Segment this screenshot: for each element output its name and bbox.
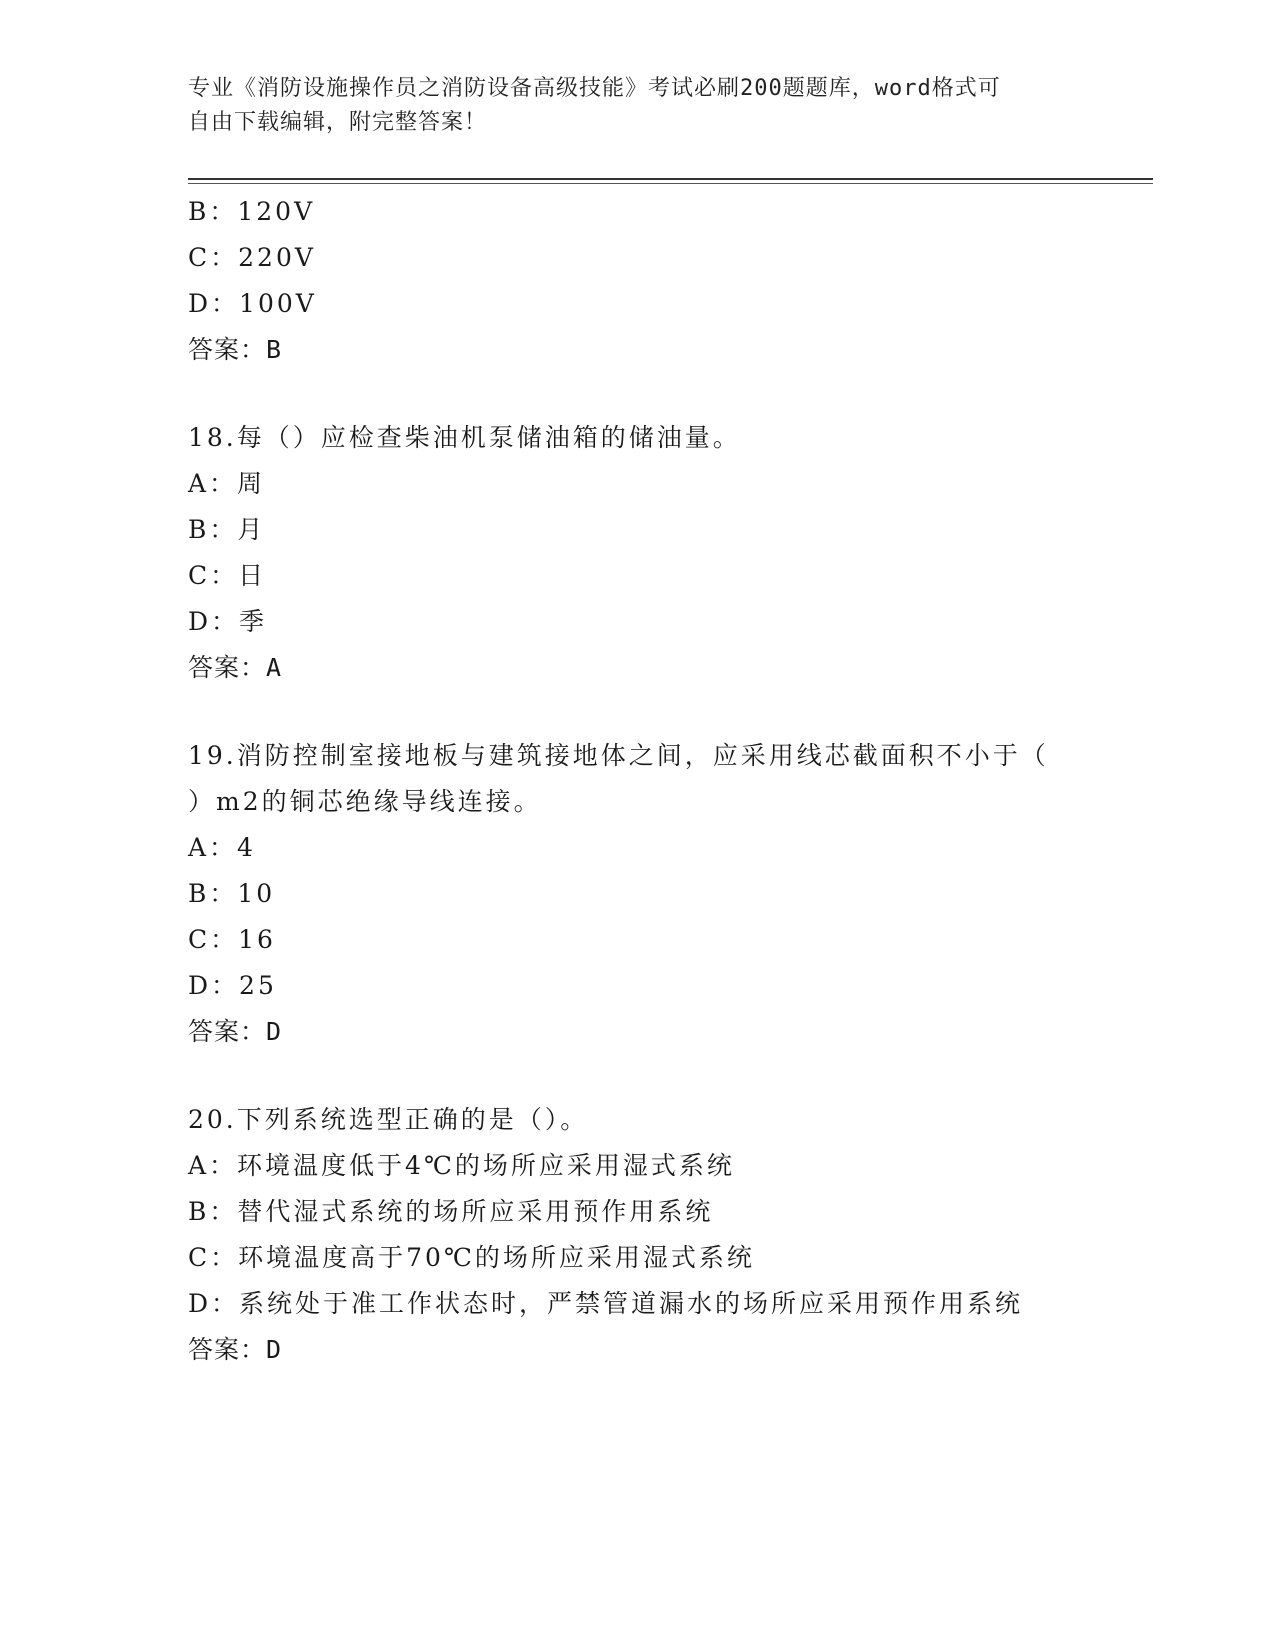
option-c: C：220V [188,243,316,272]
question-stem: 19.消防控制室接地板与建筑接地体之间，应采用线芯截面积不小于（ [188,741,1049,770]
header-divider-thin [188,183,1153,184]
answer-line: 答案：D [188,1335,283,1364]
question-stem: 20.下列系统选型正确的是（）。 [188,1105,589,1134]
option-a: A：环境温度低于4℃的场所应采用湿式系统 [188,1151,735,1180]
option-d: D：100V [188,289,317,318]
question-20 [188,1097,1088,1373]
option-d: D：系统处于准工作状态时，严禁管道漏水的场所应采用预作用系统 [188,1289,1024,1318]
question-18 [188,415,1088,691]
option-c: C：16 [188,925,276,954]
option-a: A：周 [188,469,266,498]
answer-line: 答案：B [188,335,283,364]
question-stem-continued: ）m2的铜芯绝缘导线连接。 [188,787,542,816]
question-17-fragment [188,189,1088,373]
option-b: B：月 [188,515,266,544]
document-header [188,72,1088,140]
header-divider-thick [188,178,1153,180]
question-content [188,189,1088,1373]
question-19 [188,733,1088,1055]
header-line-1: 专业《消防设施操作员之消防设备高级技能》考试必刷200题题库，word格式可 [188,76,1001,101]
header-line-2: 自由下载编辑，附完整答案！ [188,110,488,135]
answer-line: 答案：D [188,1017,283,1046]
option-c: C：环境温度高于70℃的场所应采用湿式系统 [188,1243,755,1272]
option-c: C：日 [188,561,267,590]
question-stem: 18.每（）应检查柴油机泵储油箱的储油量。 [188,423,741,452]
answer-line: 答案：A [188,653,283,682]
option-d: D：季 [188,607,268,636]
option-a: A：4 [188,833,256,862]
option-d: D：25 [188,971,277,1000]
option-b: B：120V [188,197,316,226]
option-b: B：10 [188,879,276,908]
option-b: B：替代湿式系统的场所应采用预作用系统 [188,1197,714,1226]
